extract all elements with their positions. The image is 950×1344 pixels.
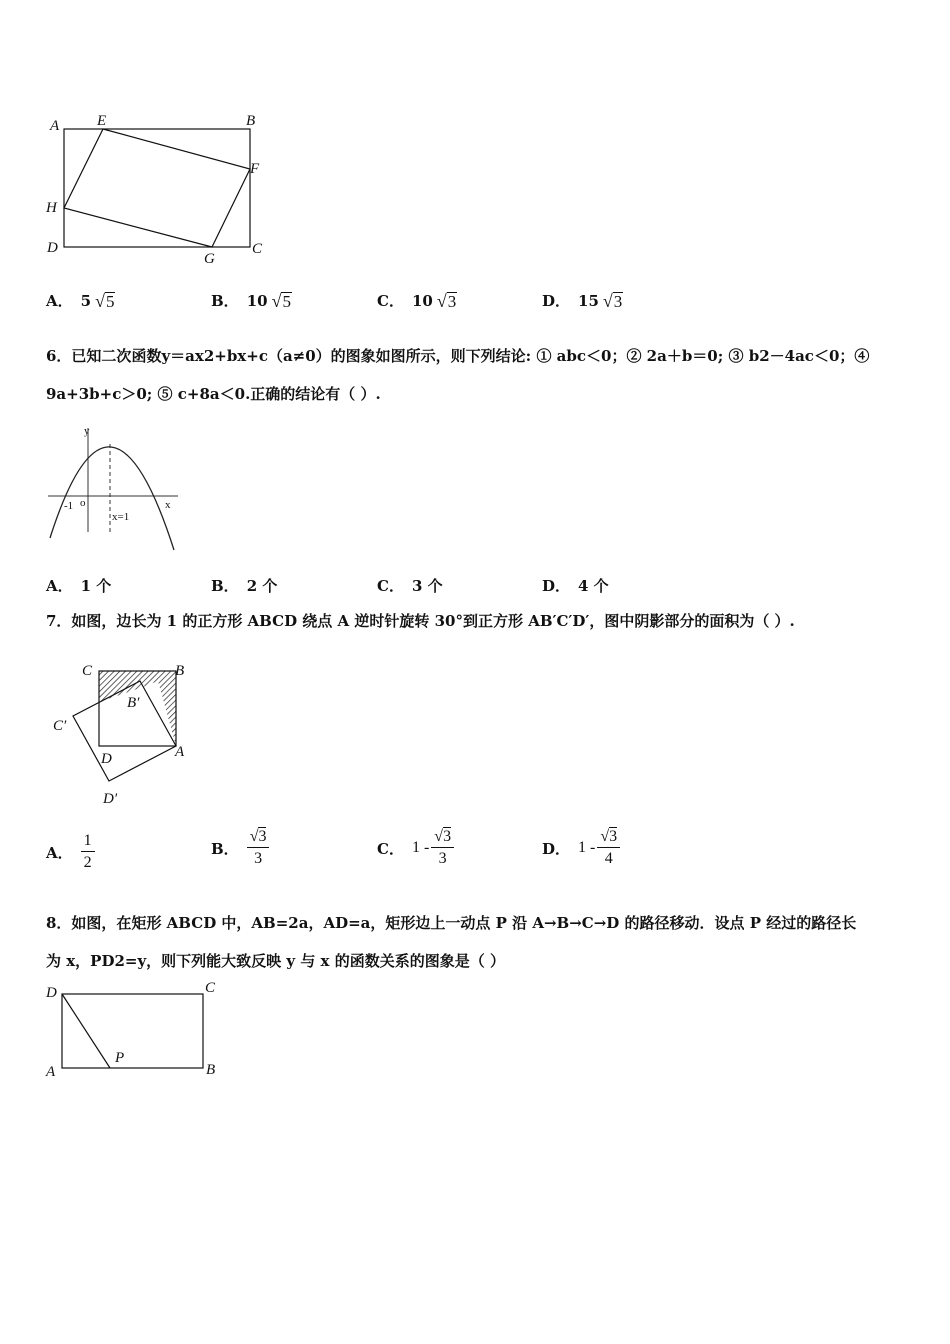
q8-rectangle-figure [40, 978, 230, 1083]
q5-label-B: B [246, 113, 256, 129]
q5-label-H: H [46, 200, 57, 216]
q8-label-C: C [205, 980, 216, 996]
q5-label-D: D [47, 240, 58, 256]
q8-question-line1: 8．如图，在矩形 ABCD 中，AB=2a，AD=a，矩形边上一动点 P 沿 A→B→C→D 的路径移动．设点 P 经过的路径长 [46, 914, 857, 932]
q7-option-a-num: 1 [81, 832, 95, 852]
q6-parabola-figure [40, 420, 190, 555]
q6-label-x: x [165, 499, 171, 511]
q7-label-B: B [175, 663, 185, 679]
q8-segment-DP [62, 994, 110, 1068]
q6-label-origin: o [80, 497, 86, 509]
q6-option-c-text: 3 个 [411, 577, 443, 595]
q5-option-a-radicand: 5 [105, 291, 115, 311]
q7-option-d-num: 3 [609, 828, 618, 845]
q5-option-c-coef: 10 [411, 291, 433, 310]
q7-option-b-den: 3 [254, 850, 263, 867]
q6-option-d-label: D． [542, 577, 571, 595]
q5-option-b-label: B． [211, 292, 239, 310]
q7-label-A: A [175, 744, 185, 760]
q5-label-E: E [97, 113, 107, 129]
q5-option-d-coef: 15 [578, 291, 599, 310]
q5-outer-rectangle [64, 129, 250, 247]
q6-option-d[interactable] [542, 575, 609, 596]
q7-label-D: D [101, 751, 112, 767]
q5-option-a-coef: 5 [80, 291, 92, 310]
q6-option-a[interactable] [46, 575, 111, 596]
q5-option-b-coef: 10 [246, 291, 268, 310]
q5-rectangle-figure [40, 105, 280, 270]
q5-inner-quadrilateral [64, 129, 250, 247]
q7-question-line1: 7．如图，边长为 1 的正方形 ABCD 绕点 A 逆时针旋转 30°到正方形 AB′C′D′，图中阴影部分的面积为（ ）. [46, 612, 795, 630]
q6-option-b-text: 2 个 [246, 577, 278, 595]
q5-option-d-radicand: 3 [613, 291, 623, 311]
q5-option-c-label: C． [377, 292, 404, 310]
q5-option-d[interactable]: D． 15 √ 3 [542, 290, 623, 311]
q7-label-Bp: B′ [127, 695, 140, 711]
q5-option-a[interactable]: A． 5 √ 5 [46, 290, 115, 311]
q6-option-b[interactable] [211, 575, 277, 596]
q6-parabola-curve [50, 447, 174, 550]
q8-question-line2: 为 x，PD2=y，则下列能大致反映 y 与 x 的函数关系的图象是（ ） [46, 952, 505, 970]
q7-option-c-label: C． [377, 839, 404, 858]
q7-option-c-den: 3 [438, 850, 447, 867]
q7-option-a-fraction [81, 832, 95, 872]
q6-option-a-text: 1 个 [80, 577, 112, 595]
q7-option-c-prefix: 1 - [411, 839, 430, 856]
q8-label-P: P [115, 1050, 125, 1066]
q5-option-c-radicand: 3 [447, 291, 457, 311]
q8-label-B: B [206, 1062, 216, 1078]
q7-rotated-square-figure [45, 655, 205, 815]
q6-question-line1: 6．已知二次函数y＝ax2+bx+c（a≠0）的图象如图所示，则下列结论: ① abc＜0；② 2a＋b＝0; ③ b2－4ac＜0；④ [46, 347, 870, 365]
q6-option-b-label: B． [211, 577, 239, 595]
q7-option-d-den: 4 [604, 850, 613, 867]
q8-label-D: D [46, 985, 57, 1001]
q6-question-line2: 9a+3b+c＞0; ⑤ c+8a＜0.正确的结论有（ ）. [46, 385, 381, 403]
q7-option-c-fraction: $\frac{√3}{3}$ [431, 828, 454, 868]
q7-label-Dp: D′ [103, 791, 118, 807]
q8-rectangle-ABCD [62, 994, 203, 1068]
q6-option-c[interactable] [377, 575, 443, 596]
q7-option-c-num: 3 [443, 828, 452, 845]
q7-option-a-den: 2 [83, 854, 92, 871]
q5-option-d-label: D． [542, 292, 571, 310]
q7-option-d-prefix: 1 - [578, 839, 596, 856]
q5-label-C: C [252, 241, 263, 257]
q7-option-d-fraction: $\frac{√3}{4}$ [597, 828, 620, 868]
q6-label-axis: x=1 [112, 511, 130, 523]
q6-option-c-label: C． [377, 577, 404, 595]
q5-label-F: F [250, 161, 260, 177]
q7-label-C: C [82, 663, 93, 679]
q5-option-b[interactable]: B． 10 √ 5 [211, 290, 291, 311]
q5-option-a-label: A． [46, 292, 73, 310]
q5-option-c[interactable]: C． 10 √ 3 [377, 290, 457, 311]
q7-label-Cp: C′ [53, 718, 67, 734]
q7-option-a[interactable] [46, 832, 95, 872]
q7-option-d-label: D． [542, 839, 571, 858]
q8-label-A: A [46, 1064, 56, 1080]
q7-option-b-num: 3 [258, 828, 267, 845]
q6-label-y: y [84, 425, 90, 437]
q5-option-b-radicand: 5 [282, 291, 291, 311]
q7-option-a-label: A． [46, 843, 73, 862]
q6-option-a-label: A． [46, 577, 73, 595]
q7-square-ABCD-prime [73, 681, 176, 781]
q5-label-G: G [204, 251, 215, 267]
q7-option-c[interactable] [377, 828, 454, 868]
q7-option-b-label: B． [211, 839, 239, 858]
q5-label-A: A [50, 118, 60, 134]
q6-label-neg1: -1 [64, 500, 74, 512]
q7-option-d[interactable] [542, 828, 620, 868]
q6-option-d-text: 4 个 [578, 577, 609, 595]
q7-option-b[interactable] [211, 828, 269, 868]
q7-option-b-fraction: $\frac{√3}{3}$ [247, 828, 270, 868]
